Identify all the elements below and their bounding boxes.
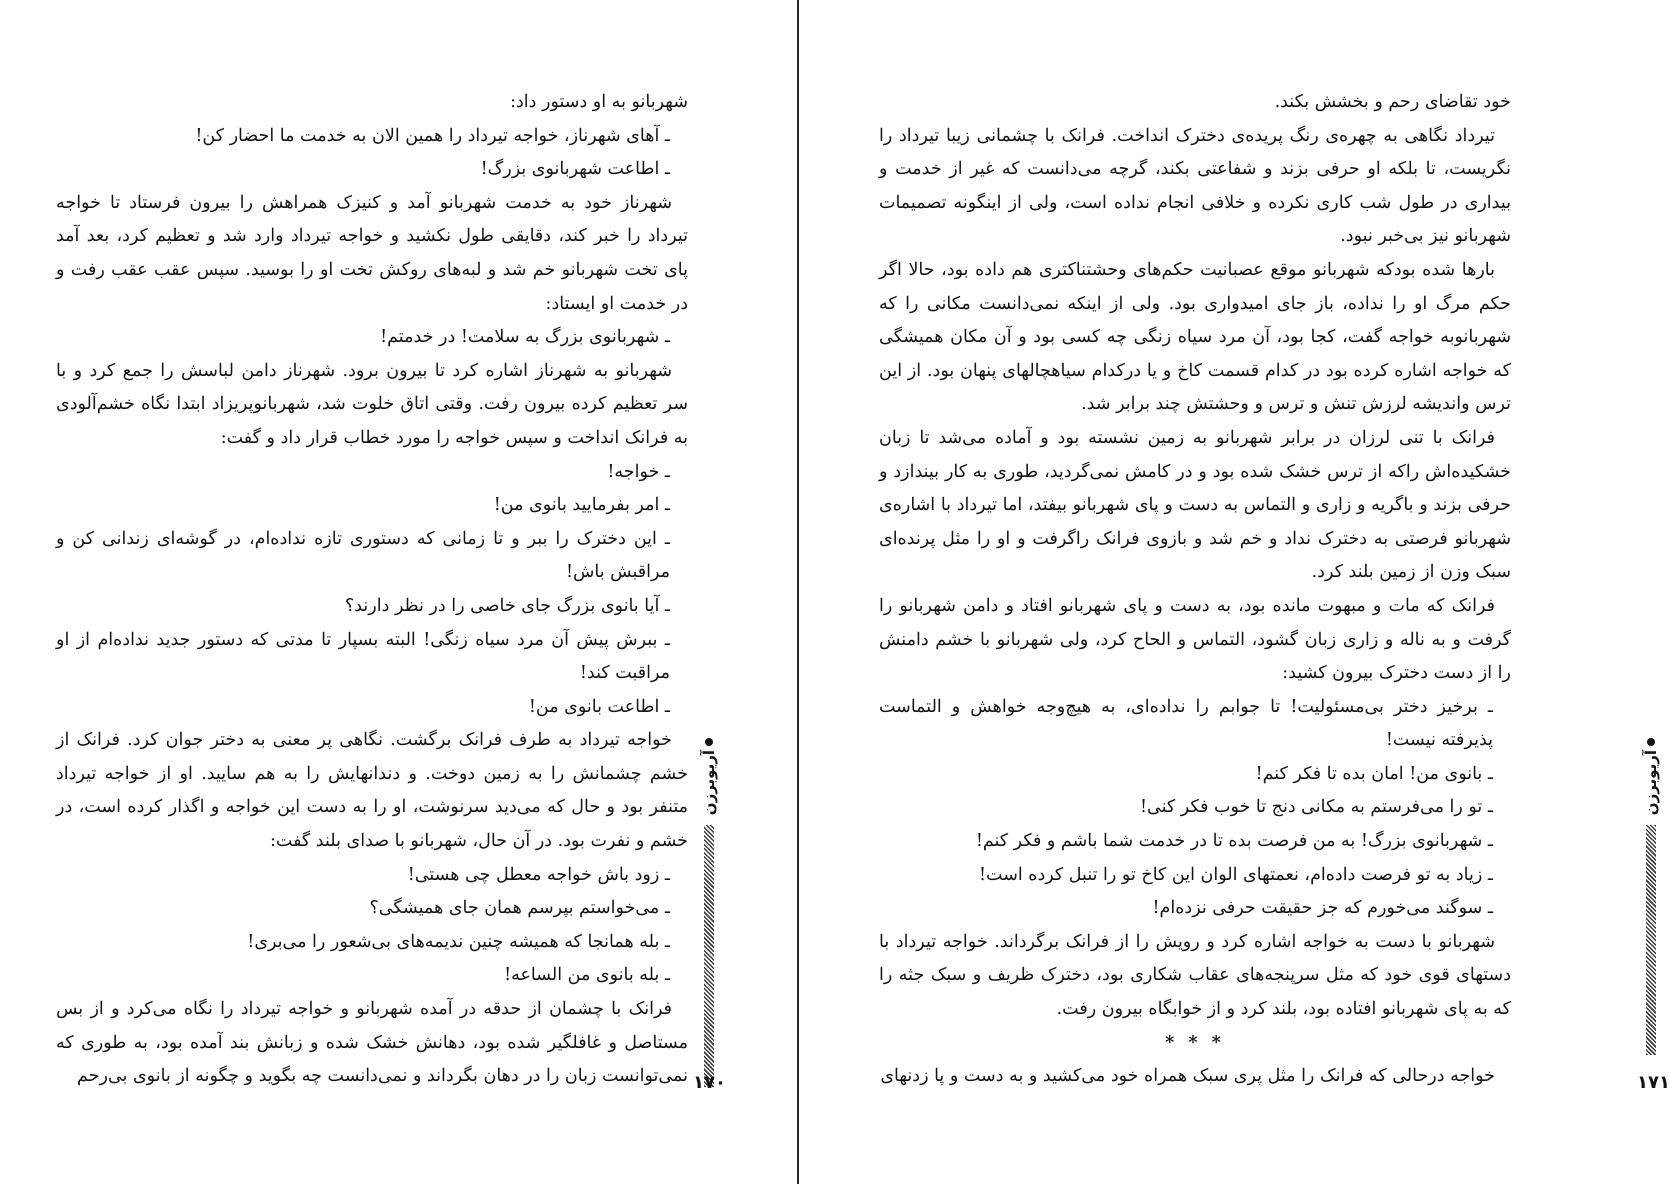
paragraph: خواجه تیرداد به طرف فرانک برگشت. نگاهی پر معنی به دختر جوان کرد. فرانک از خشم چشمانش را به زمین دوخت. و دندانهایش را به هم سایید. او از خواجه تیرداد متنفر بود و حال که می‌دید سرنوشت، او را به دست این خواجه و اگذار کرده است، در خشم و نفرت بود. در آن حال، شهربانو با صدای بلند گفت: [56,730,688,852]
right-page-text [879,86,1511,1094]
section-break: * * * [1165,1032,1225,1053]
running-head-title: آریوبرزن [1642,750,1660,816]
dialogue-line: ـ اطاعت بانوی من! [528,696,670,717]
dialogue-line: ـ آهای شهرناز، خواجه تیرداد را همین الان به خدمت ما احضار کن! [195,125,670,146]
page-number: ۱۷۱ [1637,1072,1670,1093]
dialogue-line: ـ تو را می‌فرستم به مکانی دنج تا خوب فکر کنی! [1139,797,1493,818]
page-number: ۱۷۰ [693,1072,726,1093]
dialogue-line: ـ خواجه! [607,461,670,482]
paragraph: شهربانو با دست به خواجه اشاره کرد و رویش را از فرانک برگرداند. خواجه تیرداد با دستهای قوی خود که مثل سرپنجه‌های عقاب شکاری بود، دخترک ظریف و سبک جثه را که به پای شهربانو افتاده بود، بلند کرد و از خوابگاه بیرون رفت. [879,931,1511,1020]
dialogue-line: ـ زیاد به تو فرصت داده‌ام، نعمتهای الوان این کاخ تو را تنبل کرده است! [978,864,1493,885]
right-running-head [1642,738,1660,1055]
dialogue-line: ـ می‌خواستم بپرسم همان جای همیشگی؟ [369,898,670,919]
dialogue-line: ـ زود باش خواجه معطل چی هستی! [407,864,670,885]
dialogue-line: ـ ببرش پیش آن مرد سیاه زنگی! البته بسپار تا مدتی که دستور جدید نداده‌ام از او مراقبت کند! [56,629,670,684]
dialogue-line: ـ شهربانوی بزرگ به سلامت! در خدمتم! [380,327,670,348]
right-page [799,0,1670,1184]
paragraph: فرانک که مات و مبهوت مانده بود، به دست و پای شهربانو افتاد و دامن شهربانو را گرفت و به ناله و زاری زبان گشود، التماس و الحاح کرد، ولی شهربانو با خشم دامنش را از دست دخترک بیرون کشید: [879,595,1511,684]
dialogue-line: ـ این دخترک را ببر و تا زمانی که دستوری تازه نداده‌ام، در گوشه‌ای زندانی کن و مراقبش باش! [56,528,670,583]
paragraph: فرانک با تنی لرزان در برابر شهربانو به زمین نشسته بود و آماده می‌شد تا زبان خشکیده‌اش راکه از ترس خشک شده بود و در کامش نمی‌گردید، طوری به کار بیندازد و حرفی بزند و باگریه و زاری و التماس به دست و پای شهربانو بیفتد، اما تیرداد با اشاره‌ی شهربانو فرصتی به دخترک نداد و خم شد و بازوی فرانک راگرفت و او را مثل پرنده‌ای سبک وزن از زمین بلند کرد. [879,427,1511,583]
paragraph: فرانک با چشمان از حدقه در آمده شهربانو و خواجه تیرداد را نگاه می‌کرد و از بس مستاصل و غافلگیر شده بود، دهانش خشک شده و زبانش بند آمده بود، به طوری که نمی‌توانست زبان را در دهان بگرداند و نمی‌دانست چه بگوید و چگونه از بانوی بی‌رحم [56,999,688,1087]
dialogue-line: ـ بانوی من! امان بده تا فکر کنم! [1255,763,1493,784]
dialogue-line: ـ برخیز دختر بی‌مسئولیت! تا جوابم را نداده‌ای، به هیچ‌وجه خواهش و التماست پذیرفته نیست! [879,696,1493,751]
running-head-title: آریوبرزن [700,750,718,816]
dialogue-line: ـ بله همانجا که همیشه چنین ندیمه‌های بی‌شعور را می‌بری! [247,931,670,952]
hatched-bar-ornament [704,825,714,1087]
paragraph: شهربانو به شهرناز اشاره کرد تا بیرون برود. شهرناز دامن لباسش را جمع کرد و با سر تعظیم کرده بیرون رفت. وقتی اتاق خلوت شد، شهربانوپریزاد ابتدا نگاه خشم‌آلودی به فرانک انداخت و سپس خواجه را مورد خطاب قرار داد و گفت: [56,360,688,448]
paragraph: تیرداد نگاهی به چهره‌ی رنگ پریده‌ی دخترک انداخت. فرانک با چشمانی زیبا تیرداد را نگریست، تا بلکه او حرفی بزند و شفاعتی بکند، گرچه می‌دانست که غیر از خدمت و بیداری در طول شب کاری نکرده و خلافی انجام نداده است، ولی از اینگونه تصمیمات شهربانو نیز بی‌خبر نبود. [879,125,1511,247]
dialogue-line: ـ سوگند می‌خورم که جز حقیقت حرفی نزده‌ام! [1152,898,1493,919]
paragraph: شهرناز خود به خدمت شهربانو آمد و کنیزک همراهش را بیرون فرستاد تا خواجه تیرداد را خبر کند، دقایقی طول نکشید و خواجه تیرداد وارد شد و تعظیم کرد، بعد آمد پای تخت شهربانو خم شد و لبه‌های روکش تخت او را بوسید. سپس عقب عقب رفت و در خدمت او ایستاد: [56,192,688,314]
dialogue-line: ـ آیا بانوی بزرگ جای خاصی را در نظر دارند؟ [344,595,670,616]
paragraph: شهربانو به او دستور داد: [510,92,688,112]
dialogue-line: ـ امر بفرمایید بانوی من! [493,495,670,516]
bullet-icon [1647,738,1655,746]
bullet-icon [705,738,713,746]
hatched-bar-ornament [1646,825,1656,1055]
left-running-head [700,738,718,1087]
dialogue-line: ـ بله بانوی من الساعه! [504,965,670,986]
left-page [0,0,797,1184]
paragraph: خواجه درحالی که فرانک را مثل پری سبک همراه خود می‌کشید و به دست و پا زدنهای [880,1066,1495,1087]
left-page-text [56,86,688,1094]
dialogue-line: ـ شهربانوی بزرگ! به من فرصت بده تا در خدمت شما باشم و فکر کنم! [975,831,1493,852]
paragraph: بارها شده بودکه شهربانو موقع عصبانیت حکم‌های وحشتناکتری هم داده بود، حالا اگر حکم مرگ او را نداده، باز جای امیدواری بود. ولی از اینکه نمی‌دانست مکانی را که شهربانوبه خواجه گفت، کجا بود، آن مرد سیاه زنگی چه کسی بود و آن مکان همیشگی که خواجه اشاره کرده بود در کدام قسمت کاخ و یا درکدام سیاهچالهای پنهان بود. از این ترس واندیشه لرزش تنش و ترس و وحشتش چند برابر شد. [879,259,1511,415]
paragraph: خود تقاضای رحم و بخشش بکند. [1274,92,1511,112]
dialogue-line: ـ اطاعت شهربانوی بزرگ! [480,159,670,180]
